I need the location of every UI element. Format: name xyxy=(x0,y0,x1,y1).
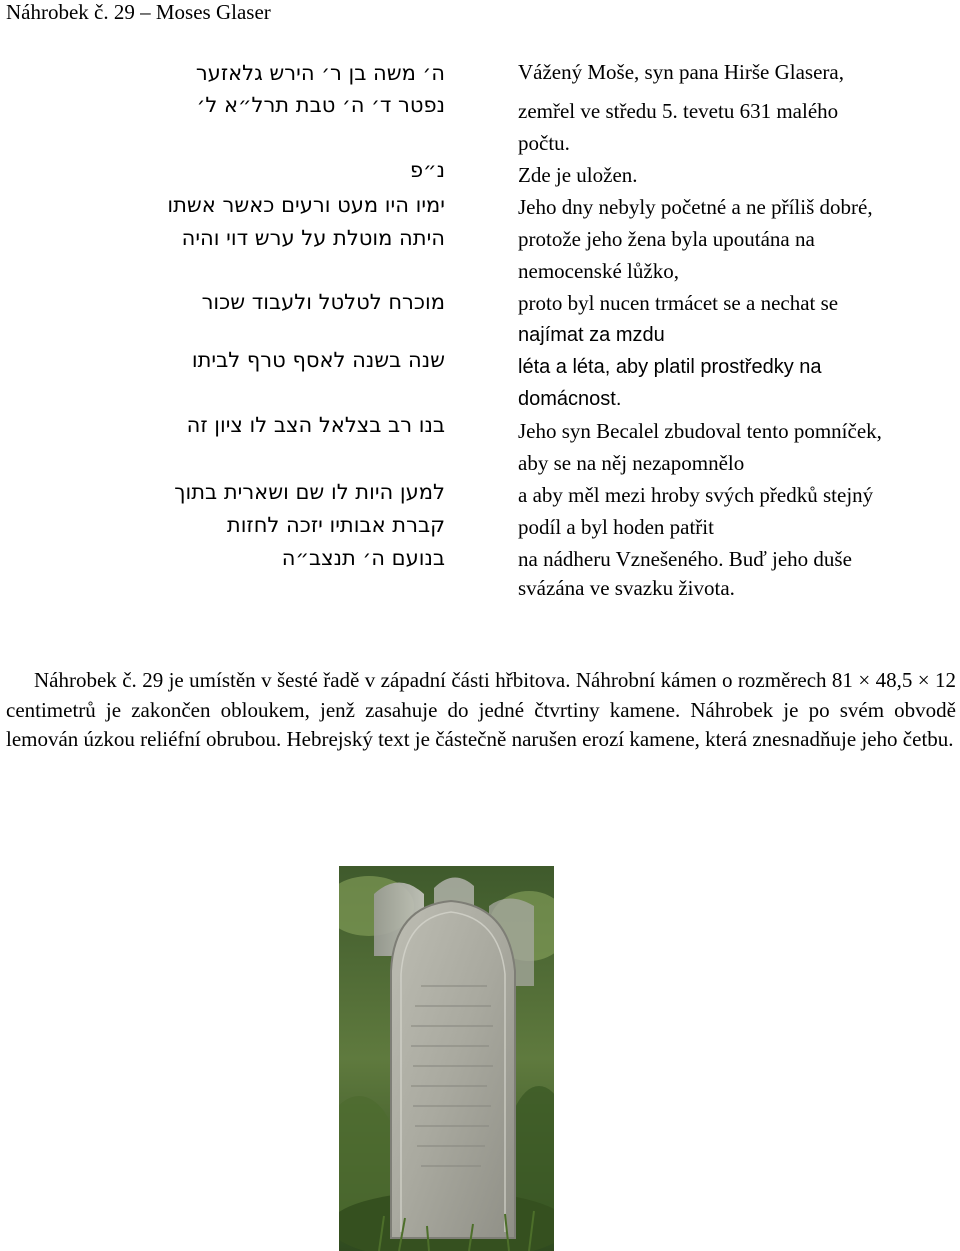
gravestone-photo xyxy=(339,866,554,1251)
translation-line: Vážený Moše, syn pana Hirše Glasera, xyxy=(518,60,844,84)
hebrew-line: למען היות לו שם ושארית בתוך xyxy=(174,480,445,504)
translation-line: léta a léta, aby platil prostředky na xyxy=(518,356,822,378)
translation-line: protože jeho žena byla upoutána na xyxy=(518,227,815,251)
translation-line: aby se na něj nezapomnělo xyxy=(518,451,745,475)
translation-line: Jeho syn Becalel zbudoval tento pomníček, xyxy=(518,419,882,443)
hebrew-line: בנועם ה׳ תנצב״ה xyxy=(281,546,445,570)
translation-line: domácnost. xyxy=(518,388,622,410)
translation-line: na nádheru Vznešeného. Buď jeho duše xyxy=(518,547,852,571)
translation-line: Jeho dny nebyly početné a ne příliš dobré, xyxy=(518,195,873,219)
hebrew-line: בנו רב בצלאל הצב לו ציון זה xyxy=(186,413,445,437)
translation-line: zemřel ve středu 5. tevetu 631 malého xyxy=(518,99,839,123)
translation-line: Zde je uložen. xyxy=(518,163,638,187)
description-paragraph xyxy=(6,666,956,755)
translation-line: najímat za mzdu xyxy=(518,324,665,346)
translation-line: podíl a byl hoden patřit xyxy=(518,515,714,539)
page-title: Náhrobek č. 29 – Moses Glaser xyxy=(6,0,271,24)
hebrew-line: שנה בשנה לאסף טרף לביתו xyxy=(191,348,445,372)
translation-line: svázána ve svazku života. xyxy=(518,576,735,600)
translation-line: a aby měl mezi hroby svých předků stejný xyxy=(518,483,874,507)
hebrew-line: נ״פ xyxy=(409,158,445,182)
hebrew-line: קברת אבותיו יזכה לחזות xyxy=(226,513,445,537)
translation-line: proto byl nucen trmácet se a nechat se xyxy=(518,291,839,315)
translation-line: nemocenské lůžko, xyxy=(518,259,679,283)
description-text: Náhrobek č. 29 je umístěn v šesté řadě v západní části hřbitova. Náhrobní kámen o rozměrech 81 × 48,5 × 12 centimetrů je zakončen obloukem, jenž zasahuje do jedné čtvrtiny kamene. Náhrobek je po svém obvodě lemován úzkou reliéfní obrubou. Hebrejský text je částečně narušen erozí kamene, která znesnadňuje jeho četbu. xyxy=(6,668,956,751)
translation-line: počtu. xyxy=(518,131,570,155)
hebrew-line: מוכרח לטלטל ולעבוד שכור xyxy=(201,290,445,314)
hebrew-line: ימיו היו מעט ורעים כאשר אשתו xyxy=(167,193,445,217)
hebrew-line: ה׳ משה בן ר׳ הירש גלאזער xyxy=(195,61,445,85)
hebrew-line: נפטר ד׳ ה׳ טבת תרל״א ל׳ xyxy=(196,93,445,117)
hebrew-line: היתה מוטלת על ערש דוי והיה xyxy=(181,226,445,250)
